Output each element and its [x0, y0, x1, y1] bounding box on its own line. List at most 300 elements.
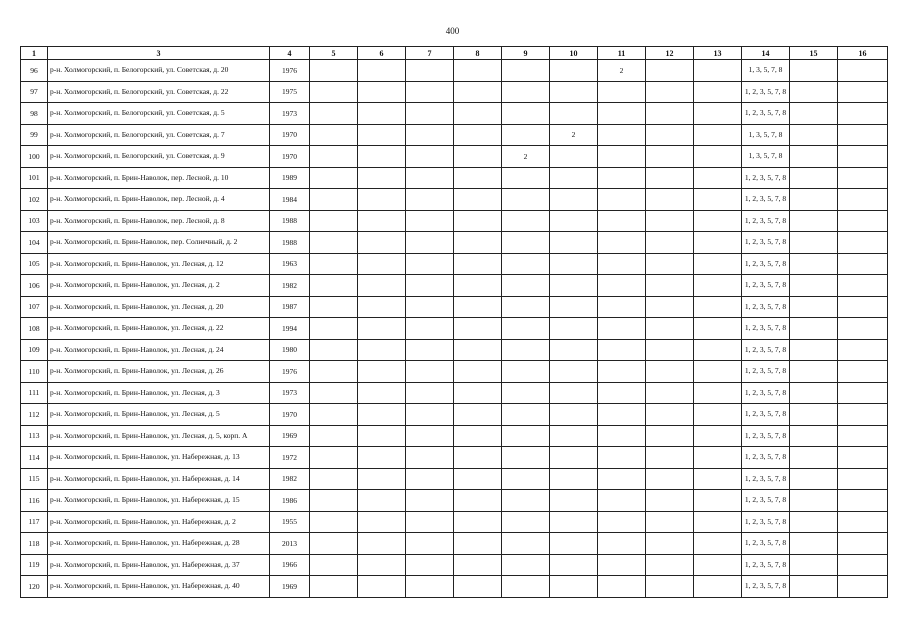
cell-col-6 [358, 554, 406, 576]
address-cell: р-н. Холмогорский, п. Брин-Наволок, пер. Солнечный, д. 2 [48, 232, 270, 254]
table-row [21, 339, 888, 361]
cell-col-16 [838, 103, 888, 125]
year-cell: 1970 [270, 124, 310, 146]
cell-col-10 [550, 490, 598, 512]
cell-col-13 [694, 210, 742, 232]
row-number: 106 [21, 275, 48, 297]
year-cell: 1976 [270, 361, 310, 383]
cell-col-10 [550, 361, 598, 383]
cell-col-11 [598, 382, 646, 404]
cell-col-9 [502, 318, 550, 340]
cell-col-14: 1, 2, 3, 5, 7, 8 [742, 576, 790, 598]
cell-col-10 [550, 146, 598, 168]
cell-col-12 [646, 490, 694, 512]
cell-col-10 [550, 81, 598, 103]
row-number: 118 [21, 533, 48, 555]
row-number: 103 [21, 210, 48, 232]
table-row [21, 146, 888, 168]
cell-col-12 [646, 511, 694, 533]
cell-col-7 [406, 318, 454, 340]
cell-col-9 [502, 189, 550, 211]
cell-col-7 [406, 404, 454, 426]
cell-col-5 [310, 60, 358, 82]
cell-col-11 [598, 318, 646, 340]
cell-col-12 [646, 447, 694, 469]
cell-col-12 [646, 554, 694, 576]
cell-col-6 [358, 275, 406, 297]
address-cell: р-н. Холмогорский, п. Брин-Наволок, ул. Лесная, д. 26 [48, 361, 270, 383]
cell-col-10 [550, 533, 598, 555]
cell-col-15 [790, 468, 838, 490]
year-cell: 1970 [270, 404, 310, 426]
cell-col-12 [646, 124, 694, 146]
year-cell: 1973 [270, 103, 310, 125]
cell-col-16 [838, 404, 888, 426]
cell-col-6 [358, 232, 406, 254]
cell-col-16 [838, 60, 888, 82]
row-number: 101 [21, 167, 48, 189]
cell-col-16 [838, 361, 888, 383]
cell-col-14: 1, 3, 5, 7, 8 [742, 146, 790, 168]
cell-col-6 [358, 361, 406, 383]
table-row [21, 232, 888, 254]
cell-col-6 [358, 124, 406, 146]
cell-col-8 [454, 275, 502, 297]
table-row [21, 382, 888, 404]
cell-col-6 [358, 296, 406, 318]
cell-col-5 [310, 81, 358, 103]
cell-col-14: 1, 2, 3, 5, 7, 8 [742, 361, 790, 383]
cell-col-12 [646, 81, 694, 103]
cell-col-9 [502, 81, 550, 103]
cell-col-8 [454, 425, 502, 447]
address-cell: р-н. Холмогорский, п. Брин-Наволок, ул. Лесная, д. 20 [48, 296, 270, 318]
cell-col-12 [646, 275, 694, 297]
address-cell: р-н. Холмогорский, п. Брин-Наволок, ул. Лесная, д. 22 [48, 318, 270, 340]
cell-col-11: 2 [598, 60, 646, 82]
cell-col-16 [838, 81, 888, 103]
table-row [21, 60, 888, 82]
cell-col-6 [358, 490, 406, 512]
col-header: 5 [310, 47, 358, 60]
cell-col-9 [502, 103, 550, 125]
cell-col-15 [790, 210, 838, 232]
cell-col-12 [646, 339, 694, 361]
cell-col-6 [358, 189, 406, 211]
cell-col-6 [358, 103, 406, 125]
row-number: 116 [21, 490, 48, 512]
cell-col-10 [550, 232, 598, 254]
cell-col-8 [454, 361, 502, 383]
row-number: 110 [21, 361, 48, 383]
cell-col-12 [646, 576, 694, 598]
table-row [21, 275, 888, 297]
table-row [21, 554, 888, 576]
table-row [21, 533, 888, 555]
cell-col-6 [358, 533, 406, 555]
cell-col-14: 1, 2, 3, 5, 7, 8 [742, 167, 790, 189]
cell-col-7 [406, 60, 454, 82]
address-cell: р-н. Холмогорский, п. Брин-Наволок, ул. Лесная, д. 3 [48, 382, 270, 404]
cell-col-6 [358, 60, 406, 82]
cell-col-8 [454, 189, 502, 211]
cell-col-16 [838, 468, 888, 490]
table-row [21, 124, 888, 146]
cell-col-11 [598, 124, 646, 146]
cell-col-11 [598, 576, 646, 598]
row-number: 107 [21, 296, 48, 318]
cell-col-6 [358, 468, 406, 490]
cell-col-15 [790, 253, 838, 275]
col-header: 1 [21, 47, 48, 60]
cell-col-8 [454, 490, 502, 512]
cell-col-9 [502, 296, 550, 318]
cell-col-16 [838, 296, 888, 318]
cell-col-9 [502, 447, 550, 469]
cell-col-7 [406, 468, 454, 490]
cell-col-11 [598, 103, 646, 125]
cell-col-13 [694, 382, 742, 404]
cell-col-15 [790, 382, 838, 404]
address-cell: р-н. Холмогорский, п. Брин-Наволок, ул. Лесная, д. 2 [48, 275, 270, 297]
cell-col-15 [790, 103, 838, 125]
cell-col-11 [598, 554, 646, 576]
cell-col-9: 2 [502, 146, 550, 168]
cell-col-13 [694, 60, 742, 82]
cell-col-13 [694, 103, 742, 125]
row-number: 111 [21, 382, 48, 404]
cell-col-11 [598, 296, 646, 318]
year-cell: 1988 [270, 232, 310, 254]
cell-col-11 [598, 275, 646, 297]
cell-col-8 [454, 253, 502, 275]
row-number: 119 [21, 554, 48, 576]
cell-col-12 [646, 468, 694, 490]
cell-col-11 [598, 253, 646, 275]
cell-col-12 [646, 189, 694, 211]
cell-col-16 [838, 576, 888, 598]
cell-col-7 [406, 232, 454, 254]
cell-col-8 [454, 167, 502, 189]
cell-col-14: 1, 2, 3, 5, 7, 8 [742, 189, 790, 211]
col-header: 11 [598, 47, 646, 60]
cell-col-10 [550, 167, 598, 189]
cell-col-7 [406, 124, 454, 146]
row-number: 96 [21, 60, 48, 82]
year-cell: 2013 [270, 533, 310, 555]
cell-col-5 [310, 404, 358, 426]
table-row [21, 490, 888, 512]
address-cell: р-н. Холмогорский, п. Брин-Наволок, пер. Лесной, д. 8 [48, 210, 270, 232]
cell-col-7 [406, 511, 454, 533]
cell-col-12 [646, 146, 694, 168]
address-cell: р-н. Холмогорский, п. Брин-Наволок, пер. Лесной, д. 10 [48, 167, 270, 189]
cell-col-5 [310, 124, 358, 146]
cell-col-14: 1, 2, 3, 5, 7, 8 [742, 382, 790, 404]
cell-col-5 [310, 554, 358, 576]
cell-col-7 [406, 554, 454, 576]
table-row [21, 189, 888, 211]
table-row [21, 253, 888, 275]
cell-col-12 [646, 382, 694, 404]
address-cell: р-н. Холмогорский, п. Белогорский, ул. Советская, д. 7 [48, 124, 270, 146]
cell-col-11 [598, 81, 646, 103]
cell-col-5 [310, 189, 358, 211]
address-cell: р-н. Холмогорский, п. Белогорский, ул. Советская, д. 5 [48, 103, 270, 125]
cell-col-6 [358, 167, 406, 189]
cell-col-14: 1, 2, 3, 5, 7, 8 [742, 318, 790, 340]
cell-col-13 [694, 554, 742, 576]
cell-col-15 [790, 339, 838, 361]
cell-col-12 [646, 253, 694, 275]
cell-col-11 [598, 189, 646, 211]
col-header: 15 [790, 47, 838, 60]
year-cell: 1966 [270, 554, 310, 576]
cell-col-8 [454, 60, 502, 82]
cell-col-11 [598, 425, 646, 447]
cell-col-9 [502, 382, 550, 404]
cell-col-5 [310, 167, 358, 189]
cell-col-5 [310, 511, 358, 533]
cell-col-16 [838, 425, 888, 447]
cell-col-13 [694, 533, 742, 555]
cell-col-14: 1, 2, 3, 5, 7, 8 [742, 490, 790, 512]
cell-col-6 [358, 339, 406, 361]
cell-col-7 [406, 361, 454, 383]
cell-col-9 [502, 490, 550, 512]
table-row [21, 318, 888, 340]
cell-col-7 [406, 576, 454, 598]
year-cell: 1989 [270, 167, 310, 189]
address-cell: р-н. Холмогорский, п. Брин-Наволок, ул. Лесная, д. 24 [48, 339, 270, 361]
cell-col-11 [598, 210, 646, 232]
row-number: 114 [21, 447, 48, 469]
address-cell: р-н. Холмогорский, п. Белогорский, ул. Советская, д. 20 [48, 60, 270, 82]
cell-col-13 [694, 425, 742, 447]
row-number: 98 [21, 103, 48, 125]
cell-col-9 [502, 124, 550, 146]
address-cell: р-н. Холмогорский, п. Брин-Наволок, ул. Набережная, д. 37 [48, 554, 270, 576]
table-row [21, 404, 888, 426]
cell-col-5 [310, 103, 358, 125]
cell-col-5 [310, 339, 358, 361]
cell-col-16 [838, 511, 888, 533]
cell-col-13 [694, 167, 742, 189]
row-number: 117 [21, 511, 48, 533]
cell-col-10 [550, 425, 598, 447]
address-cell: р-н. Холмогорский, п. Белогорский, ул. Советская, д. 22 [48, 81, 270, 103]
cell-col-15 [790, 554, 838, 576]
cell-col-9 [502, 361, 550, 383]
cell-col-8 [454, 511, 502, 533]
cell-col-6 [358, 318, 406, 340]
cell-col-10 [550, 511, 598, 533]
address-cell: р-н. Холмогорский, п. Брин-Наволок, ул. Набережная, д. 13 [48, 447, 270, 469]
cell-col-16 [838, 490, 888, 512]
cell-col-8 [454, 576, 502, 598]
cell-col-14: 1, 2, 3, 5, 7, 8 [742, 425, 790, 447]
year-cell: 1976 [270, 60, 310, 82]
cell-col-11 [598, 167, 646, 189]
cell-col-8 [454, 232, 502, 254]
cell-col-5 [310, 425, 358, 447]
cell-col-15 [790, 296, 838, 318]
cell-col-9 [502, 339, 550, 361]
cell-col-12 [646, 210, 694, 232]
year-cell: 1975 [270, 81, 310, 103]
cell-col-12 [646, 533, 694, 555]
cell-col-16 [838, 253, 888, 275]
cell-col-9 [502, 253, 550, 275]
row-number: 100 [21, 146, 48, 168]
cell-col-15 [790, 318, 838, 340]
table-row [21, 81, 888, 103]
cell-col-5 [310, 318, 358, 340]
cell-col-15 [790, 511, 838, 533]
cell-col-6 [358, 447, 406, 469]
col-header: 6 [358, 47, 406, 60]
cell-col-14: 1, 2, 3, 5, 7, 8 [742, 404, 790, 426]
cell-col-9 [502, 468, 550, 490]
cell-col-10 [550, 576, 598, 598]
cell-col-6 [358, 382, 406, 404]
cell-col-15 [790, 146, 838, 168]
col-header: 16 [838, 47, 888, 60]
cell-col-8 [454, 554, 502, 576]
cell-col-13 [694, 253, 742, 275]
cell-col-5 [310, 533, 358, 555]
year-cell: 1969 [270, 425, 310, 447]
cell-col-14: 1, 2, 3, 5, 7, 8 [742, 103, 790, 125]
table-row [21, 447, 888, 469]
cell-col-5 [310, 146, 358, 168]
cell-col-11 [598, 146, 646, 168]
cell-col-16 [838, 275, 888, 297]
cell-col-5 [310, 382, 358, 404]
cell-col-11 [598, 404, 646, 426]
cell-col-15 [790, 275, 838, 297]
cell-col-10 [550, 404, 598, 426]
cell-col-16 [838, 382, 888, 404]
row-number: 105 [21, 253, 48, 275]
col-header: 4 [270, 47, 310, 60]
cell-col-9 [502, 60, 550, 82]
cell-col-11 [598, 490, 646, 512]
col-header: 14 [742, 47, 790, 60]
year-cell: 1987 [270, 296, 310, 318]
cell-col-12 [646, 404, 694, 426]
cell-col-16 [838, 533, 888, 555]
cell-col-15 [790, 576, 838, 598]
cell-col-9 [502, 275, 550, 297]
table-row [21, 296, 888, 318]
cell-col-9 [502, 425, 550, 447]
cell-col-7 [406, 167, 454, 189]
cell-col-14: 1, 3, 5, 7, 8 [742, 124, 790, 146]
cell-col-13 [694, 296, 742, 318]
year-cell: 1972 [270, 447, 310, 469]
row-number: 113 [21, 425, 48, 447]
address-cell: р-н. Холмогорский, п. Брин-Наволок, ул. Лесная, д. 5 [48, 404, 270, 426]
cell-col-13 [694, 275, 742, 297]
address-cell: р-н. Холмогорский, п. Брин-Наволок, ул. Лесная, д. 12 [48, 253, 270, 275]
col-header: 13 [694, 47, 742, 60]
cell-col-10 [550, 318, 598, 340]
address-cell: р-н. Холмогорский, п. Брин-Наволок, ул. Набережная, д. 40 [48, 576, 270, 598]
cell-col-5 [310, 275, 358, 297]
cell-col-10 [550, 382, 598, 404]
cell-col-6 [358, 210, 406, 232]
cell-col-6 [358, 404, 406, 426]
cell-col-8 [454, 81, 502, 103]
cell-col-11 [598, 533, 646, 555]
col-header: 10 [550, 47, 598, 60]
address-cell: р-н. Холмогорский, п. Брин-Наволок, ул. Набережная, д. 2 [48, 511, 270, 533]
cell-col-13 [694, 576, 742, 598]
cell-col-13 [694, 124, 742, 146]
cell-col-6 [358, 576, 406, 598]
cell-col-5 [310, 210, 358, 232]
cell-col-13 [694, 490, 742, 512]
cell-col-12 [646, 167, 694, 189]
cell-col-8 [454, 404, 502, 426]
cell-col-14: 1, 2, 3, 5, 7, 8 [742, 253, 790, 275]
cell-col-10 [550, 60, 598, 82]
cell-col-15 [790, 124, 838, 146]
table-row [21, 210, 888, 232]
cell-col-10 [550, 189, 598, 211]
address-cell: р-н. Холмогорский, п. Белогорский, ул. Советская, д. 9 [48, 146, 270, 168]
cell-col-5 [310, 361, 358, 383]
cell-col-13 [694, 232, 742, 254]
table-row [21, 576, 888, 598]
cell-col-6 [358, 511, 406, 533]
row-number: 115 [21, 468, 48, 490]
year-cell: 1982 [270, 468, 310, 490]
cell-col-15 [790, 60, 838, 82]
cell-col-7 [406, 253, 454, 275]
cell-col-11 [598, 361, 646, 383]
cell-col-11 [598, 339, 646, 361]
cell-col-16 [838, 146, 888, 168]
year-cell: 1984 [270, 189, 310, 211]
cell-col-6 [358, 81, 406, 103]
address-cell: р-н. Холмогорский, п. Брин-Наволок, ул. Набережная, д. 15 [48, 490, 270, 512]
table-row [21, 511, 888, 533]
cell-col-14: 1, 2, 3, 5, 7, 8 [742, 275, 790, 297]
cell-col-12 [646, 318, 694, 340]
cell-col-14: 1, 2, 3, 5, 7, 8 [742, 81, 790, 103]
cell-col-15 [790, 232, 838, 254]
cell-col-8 [454, 146, 502, 168]
cell-col-12 [646, 361, 694, 383]
cell-col-7 [406, 210, 454, 232]
cell-col-12 [646, 60, 694, 82]
cell-col-13 [694, 404, 742, 426]
cell-col-7 [406, 425, 454, 447]
year-cell: 1988 [270, 210, 310, 232]
cell-col-14: 1, 2, 3, 5, 7, 8 [742, 339, 790, 361]
cell-col-14: 1, 3, 5, 7, 8 [742, 60, 790, 82]
col-header: 12 [646, 47, 694, 60]
header-row [21, 47, 888, 60]
cell-col-12 [646, 296, 694, 318]
cell-col-5 [310, 232, 358, 254]
cell-col-7 [406, 447, 454, 469]
cell-col-10 [550, 275, 598, 297]
cell-col-10 [550, 468, 598, 490]
col-header: 8 [454, 47, 502, 60]
